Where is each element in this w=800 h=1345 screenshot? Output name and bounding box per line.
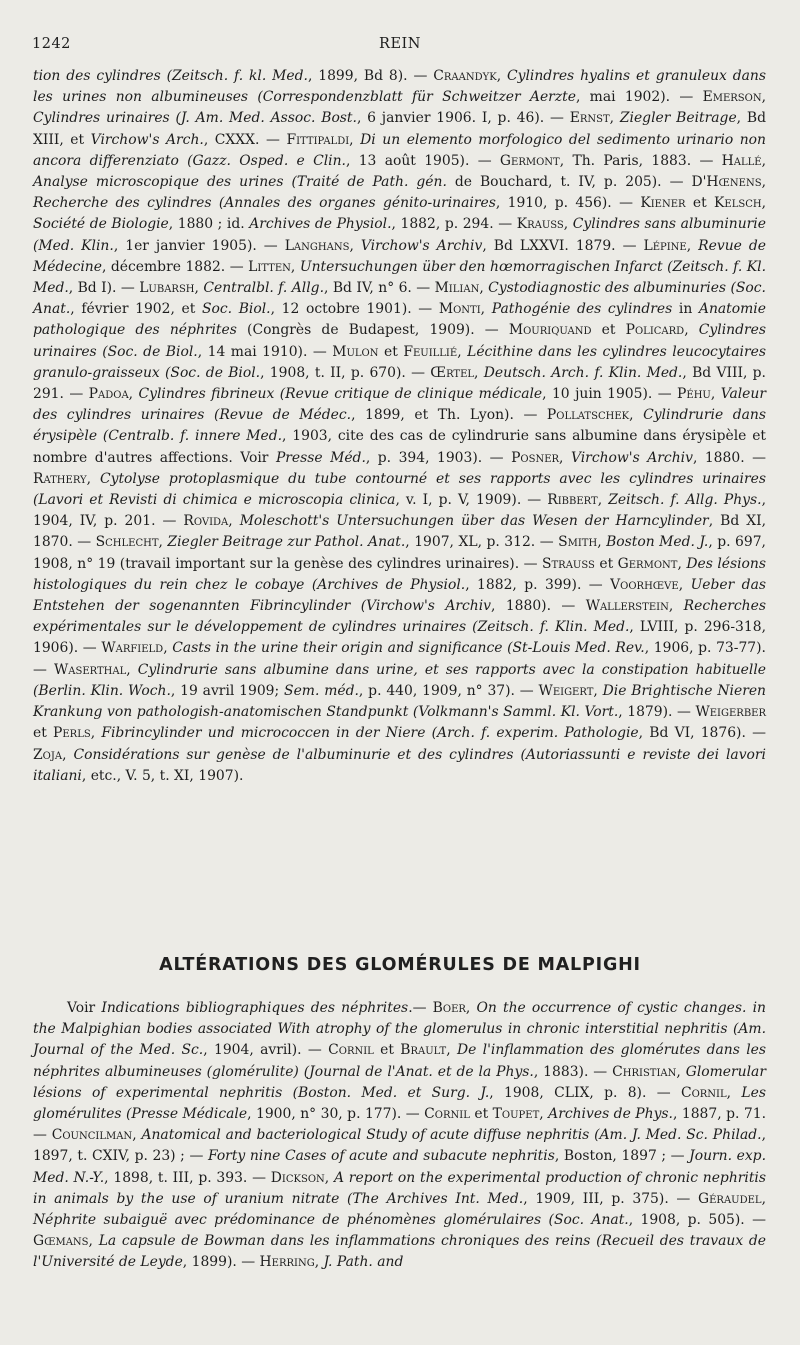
author-name: Lépine: [643, 237, 687, 254]
author-name: Brault: [400, 1042, 447, 1059]
citation-text: , 1882, p. 294. —: [391, 216, 517, 233]
author-name: Councilman: [51, 1127, 133, 1144]
citation-title: Forty nine Cases of acute and subacute nephritis: [207, 1148, 555, 1165]
citation-text: et: [469, 1106, 493, 1123]
citation-title: Considérations sur genèse de l'albuminurie et des cylindres (Autoriassunti e reviste dei lavori italiani: [33, 746, 766, 784]
citation-text: , Bd LXXVI. 1879. —: [482, 237, 644, 254]
citation-text: ,: [761, 152, 766, 169]
citation-text: ,: [88, 1233, 99, 1250]
citation-text: Voir: [67, 1000, 102, 1016]
citation-text: , 14 mai 1910). —: [197, 343, 333, 360]
author-name: Feuillié: [403, 343, 458, 360]
citation-text: , Bd I). —: [68, 280, 140, 297]
citation-title: Archives de Phys.: [548, 1106, 673, 1123]
citation-title: Recherche des cylindres (Annales des organes génito-urinaires: [33, 195, 496, 212]
author-name: Cornil: [328, 1042, 374, 1059]
citation-title: Sem. méd.: [284, 682, 359, 699]
author-name: Policard: [625, 322, 685, 339]
citation-text: ,: [710, 386, 721, 403]
author-name: Litten: [248, 258, 291, 275]
citation-text: ,: [62, 746, 74, 763]
citation-text: et: [685, 195, 715, 212]
citation-text: , 1908, p. 505). —: [628, 1212, 766, 1229]
citation-text: ,: [479, 280, 489, 297]
citation-text: , Bd XIII, et: [33, 110, 766, 148]
citation-title: Virchow's Arch.: [90, 131, 204, 148]
citation-text: , LVIII, p. 296-318, 1906). —: [33, 619, 766, 657]
citation-text: , etc., V. 5, t. XI, 1907).: [81, 767, 244, 784]
author-name: Langhans: [284, 237, 350, 254]
citation-text: , Bd IV, n° 6. —: [323, 280, 435, 297]
author-name: Hallé: [721, 152, 762, 169]
citation-text: ,: [686, 237, 699, 254]
citation-text: , 1887, p. 71. —: [33, 1106, 766, 1144]
citation-text: , 1898, t. III, p. 393. —: [104, 1169, 271, 1186]
author-name: Christian: [612, 1063, 677, 1080]
citation-text: , Bd XI, 1870. —: [33, 513, 766, 551]
citation-text: , 1904, avril). —: [203, 1042, 329, 1059]
author-name: D'Hœnens: [691, 174, 762, 191]
citation-text: ,: [597, 534, 607, 551]
citation-title: De l'inflammation des glomérutes dans les néphrites albumineuses (glomérulite) (Journal de l'Anat. et de la Phys.: [33, 1042, 766, 1080]
citation-title: Virchow's Archiv: [360, 237, 483, 254]
citation-text: ,: [480, 301, 492, 318]
citation-text: ,: [349, 237, 361, 254]
citation-text: , 13 août 1905). —: [345, 152, 500, 169]
citation-text: ,: [290, 258, 300, 275]
author-name: Pollatschek: [546, 407, 630, 424]
section-heading: ALTÉRATIONS DES GLOMÉRULES DE MALPIGHI: [159, 955, 641, 975]
citation-title: Glomerular lésions of experimental nephritis (Boston. Med. et Surg. J.: [33, 1063, 766, 1101]
page-title: REIN: [379, 36, 421, 52]
author-name: Boer: [432, 1000, 466, 1016]
citation-text: , 1910, p. 456). —: [495, 195, 641, 212]
author-name: Weigerber: [695, 704, 766, 721]
bibliography-paragraph-cylinders: [33, 66, 766, 787]
citation-title: Moleschott's Untersuchungen über das Wesen der Harncylinder: [239, 513, 709, 530]
citation-text: , 1899, Bd 8). —: [307, 68, 434, 84]
citation-text: et: [591, 322, 626, 339]
citation-text: , 1908, t. II, p. 670). —: [260, 364, 431, 381]
author-name: Smith: [558, 534, 598, 551]
citation-title: tion des cylindres (Zeitsch. f. kl. Med.: [33, 68, 308, 84]
citation-title: Presse Méd.: [275, 449, 366, 466]
citation-text: , v. I, p. V, 1909). —: [395, 492, 548, 509]
author-name: Lubarsh: [139, 280, 195, 297]
citation-text: ,: [668, 598, 684, 615]
citation-text: , 1880. —: [692, 449, 766, 466]
citation-text: , p. 697, 1908, n° 19 (travail important sur la genèse des cylindres urinaires). —: [33, 534, 766, 572]
citation-title: Soc. Biol.: [202, 301, 271, 318]
citation-title: Cylindres hyalins et granuleux dans les urines non albumineuses (Correspondenzblatt für Schweitzer Aerzte: [33, 68, 766, 106]
citation-text: et: [33, 725, 54, 742]
author-name: Voorhœve: [610, 576, 679, 593]
citation-text: ,: [676, 1063, 686, 1080]
citation-text: ,: [593, 682, 603, 699]
citation-text: , 6 janvier 1906. I, p. 46). —: [356, 110, 570, 127]
citation-title: Di un elemento morfologico del sedimento urinario non ancora differenziato (Gazz. Osped. e Clin.: [33, 131, 766, 169]
citation-text: , mai 1902). —: [575, 89, 703, 106]
citation-title: Cystodiagnostic des albuminuries (Soc. Anat.: [33, 280, 766, 318]
citation-text: ,: [163, 640, 173, 657]
citation-title: Untersuchungen über den hœmorragischen Infarct (Zeitsch. f. Kl. Med.: [33, 258, 766, 297]
citation-title: Les glomérulites (Presse Médicale: [33, 1084, 766, 1123]
citation-title: Die Brightische Nieren Krankung von pathologish-anatomischen Standpunkt (Volkmann's Samml. Kl. Vort.: [33, 682, 766, 721]
citation-text: ,: [563, 216, 573, 233]
citation-text: ,: [539, 1106, 549, 1123]
citation-text: ,: [349, 131, 361, 148]
author-name: Krauss: [516, 216, 564, 233]
bibliography-paragraph-glomerules: [33, 998, 766, 1274]
citation-text: ,: [446, 1042, 457, 1059]
citation-text: ,: [457, 343, 468, 360]
author-name: Schlecht: [95, 534, 159, 551]
author-name: Mulon: [332, 343, 379, 360]
citation-title: Archives de Physiol.: [249, 216, 392, 233]
citation-text: , 19 avril 1909;: [170, 682, 285, 699]
citation-title: Anatomical and bacteriological Study of acute diffuse nephritis (Am. J. Med. Sc. Philad.: [141, 1127, 762, 1144]
citation-text: ,: [132, 1127, 142, 1144]
citation-text: , 1880 ; id.: [168, 216, 250, 233]
citation-text: , p. 394, 1903). —: [365, 449, 512, 466]
author-name: Cornil: [424, 1106, 470, 1123]
citation-text: ,: [678, 576, 691, 593]
author-name: Mouriquand: [508, 322, 592, 339]
citation-text: , Boston, 1897 ; —: [554, 1148, 690, 1165]
citation-text: ,: [609, 110, 620, 127]
citation-text: , 1908, CLIX, p. 8). —: [489, 1084, 681, 1101]
author-name: Waserthal: [53, 661, 127, 678]
author-name: Rovida: [183, 513, 229, 530]
citation-text: de Bouchard, t. IV, p. 205). —: [446, 174, 692, 191]
author-name: Craandyk: [433, 68, 497, 84]
citation-text: , 1882, p. 399). —: [465, 576, 611, 593]
citation-text: ,: [761, 1190, 766, 1207]
citation-text: ,: [597, 492, 609, 509]
citation-text: ,: [761, 195, 766, 212]
author-name: Péhu: [677, 386, 711, 403]
citation-text: , 1880). —: [491, 598, 586, 615]
citation-text: ,: [559, 449, 571, 466]
citation-title: Analyse microscopique des urines (Traité de Path. gén.: [33, 174, 447, 191]
citation-text: ,: [128, 386, 139, 403]
citation-title: Des lésions histologiques du rein chez le cobaye (Archives de Physiol.: [33, 555, 766, 593]
citation-text: ,: [761, 174, 766, 191]
citation-title: Casts in the urine their origin and significance (St-Louis Med. Rev.: [172, 640, 645, 657]
author-name: Ribbert: [547, 492, 598, 509]
citation-text: ,: [496, 68, 507, 84]
citation-title: On the occurrence of cystic changes. in the Malpighian bodies associated With atrophy of the glomerulus in chronic interstitial nephritis (Am. Journal of the Med. Sc.: [33, 1000, 766, 1059]
citation-title: Deutsch. Arch. f. Klin. Med.: [483, 364, 683, 381]
citation-text: ,: [629, 407, 644, 424]
citation-text: et: [378, 343, 404, 360]
citation-text: in: [672, 301, 699, 318]
author-name: Strauss: [542, 555, 595, 572]
citation-text: , décembre 1882. —: [101, 258, 249, 275]
citation-title: Centralbl. f. Allg.: [203, 280, 324, 297]
citation-text: , 10 juin 1905). —: [542, 386, 678, 403]
citation-text: , 1897, t. CXIV, p. 23) ; —: [33, 1127, 766, 1165]
citation-title: Ueber das Entstehen der sogenannten Fibrincylinder (Virchow's Archiv: [33, 576, 766, 615]
author-name: Padoa: [88, 386, 129, 403]
author-name: Germont: [617, 555, 678, 572]
citation-text: , CXXX. —: [203, 131, 287, 148]
citation-title: Recherches expérimentales sur le développement de cylindres urinaires (Zeitsch. f. Klin. Med.: [33, 598, 766, 636]
citation-title: Pathogénie des cylindres: [491, 301, 673, 318]
citation-text: , Th. Paris, 1883. —: [559, 152, 722, 169]
author-name: Kelsch: [714, 195, 762, 212]
citation-text: ,: [324, 1169, 334, 1186]
citation-text: , p. 440, 1909, n° 37). —: [358, 682, 539, 699]
citation-text: et: [373, 1042, 401, 1059]
citation-text: et: [594, 555, 618, 572]
citation-title: La capsule de Bowman dans les inflammations chroniques des reins (Recueil des travaux de l'Université de Leyde: [33, 1233, 766, 1271]
author-name: Fittipaldi: [286, 131, 350, 148]
author-name: Herring: [259, 1254, 315, 1271]
citation-text: , 1879). —: [618, 704, 696, 721]
author-name: Monti: [438, 301, 481, 318]
author-name: Zoja: [33, 746, 63, 763]
citation-text: , 1er janvier 1905). —: [113, 237, 285, 254]
citation-title: Cylindrurie dans érysipèle (Centralb. f. innere Med.: [33, 407, 766, 445]
citation-text: ,: [228, 513, 240, 530]
citation-text: ,: [761, 89, 766, 106]
citation-text: , 1907, XL, p. 312. —: [405, 534, 559, 551]
page-number: 1242: [32, 36, 71, 52]
citation-text: , Bd VI, 1876). —: [638, 725, 766, 742]
citation-text: ,: [677, 555, 687, 572]
citation-title: Cylindres urinaires (Soc. de Biol.: [33, 322, 766, 360]
author-name: Perls: [53, 725, 91, 742]
citation-text: , 1899). —: [182, 1254, 260, 1271]
author-name: Warfield: [101, 640, 164, 657]
citation-text: ,: [158, 534, 168, 551]
author-name: Weigert: [538, 682, 594, 699]
citation-text: .—: [408, 1000, 433, 1016]
citation-text: , 1899, et Th. Lyon). —: [351, 407, 547, 424]
citation-text: ,: [684, 322, 699, 339]
citation-title: Néphrite subaiguë avec prédominance de phénomènes glomérulaires (Soc. Anat.: [33, 1212, 629, 1229]
author-name: Toupet: [492, 1106, 540, 1123]
citation-title: Cylindres fibrineux (Revue critique de clinique médicale: [138, 386, 543, 403]
citation-title: Société de Biologie: [33, 216, 169, 233]
citation-title: Lécithine dans les cylindres leucocytaires granulo-graisseux (Soc. de Biol.: [33, 343, 766, 381]
author-name: Rathery: [33, 470, 87, 487]
author-name: Dickson: [270, 1169, 325, 1186]
author-name: Kiener: [640, 195, 686, 212]
citation-title: Cylindrurie sans albumine dans urine, et ses rapports avec la constipation habituelle (Berlin. Klin. Woch.: [33, 661, 767, 699]
citation-title: Ziegler Beitrage zur Pathol. Anat.: [167, 534, 406, 551]
author-name: Gœmans: [33, 1233, 89, 1250]
citation-text: , 12 octobre 1901). —: [270, 301, 439, 318]
citation-title: Valeur des cylindres urinaires (Revue de Médec.: [33, 386, 766, 424]
citation-title: Virchow's Archiv: [570, 449, 693, 466]
citation-title: Journ. exp. Med. N.-Y.: [33, 1148, 766, 1186]
citation-text: ,: [194, 280, 204, 297]
citation-text: , 1906, p. 73-77). —: [33, 640, 766, 678]
citation-text: , 1883). —: [533, 1063, 613, 1080]
citation-title: Zeitsch. f. Allg. Phys.: [608, 492, 762, 509]
author-name: Emerson: [702, 89, 762, 106]
citation-title: Cylindres sans albuminurie (Med. Klin.: [33, 216, 766, 254]
citation-text: , 1909, III, p. 375). —: [523, 1190, 699, 1207]
citation-text: ,: [90, 725, 102, 742]
citation-text: ,: [474, 364, 484, 381]
citation-text: ,: [465, 1000, 477, 1016]
citation-title: Boston Med. J.: [606, 534, 709, 551]
citation-text: ,: [726, 1084, 742, 1101]
author-name: Germont: [499, 152, 560, 169]
author-name: Wallerstein: [585, 598, 669, 615]
citation-title: A report on the experimental production of chronic nephritis in animals by the use of uranium nitrate (The Archives Int. Med.: [33, 1169, 766, 1207]
citation-text: (Congrès de Budapest, 1909). —: [236, 322, 509, 339]
citation-title: Ziegler Beitrage: [619, 110, 737, 127]
citation-text: , 1904, IV, p. 201. —: [33, 492, 766, 530]
author-name: Géraudel: [698, 1190, 762, 1207]
author-name: Cornil: [680, 1084, 727, 1101]
citation-text: , février 1902, et: [70, 301, 202, 318]
citation-text: , 1900, n° 30, p. 177). —: [247, 1106, 425, 1123]
citation-title: J. Path. and: [323, 1254, 404, 1271]
author-name: Œrtel: [430, 364, 475, 381]
running-header: [32, 36, 768, 58]
citation-text: ,: [86, 470, 100, 487]
author-name: Milian: [434, 280, 480, 297]
citation-title: Fibrincylinder und micrococcen in der Niere (Arch. f. experim. Pathologie: [101, 725, 639, 742]
author-name: Posner: [511, 449, 560, 466]
citation-text: ,: [314, 1254, 324, 1271]
citation-title: Cylindres urinaires (J. Am. Med. Assoc. Bost.: [33, 110, 357, 127]
citation-title: Revue de Médecine: [33, 237, 766, 275]
author-name: Ernst: [569, 110, 610, 127]
citation-title: Anatomie pathologique des néphrites: [33, 301, 766, 339]
citation-text: , 1903, cite des cas de cylindrurie sans albumine dans érysipèle et nombre d'autres affections. Voir: [33, 428, 766, 466]
citation-title: Indications bibliographiques des néphrites: [101, 1000, 409, 1016]
citation-title: Cytolyse protoplasmique du tube contourné et ses rapports avec les cylindres urinaires (Lavori et Revisti di chimica e microscopia clinica: [33, 470, 766, 509]
citation-text: , Bd VIII, p. 291. —: [33, 364, 766, 403]
citation-text: ,: [126, 661, 138, 678]
